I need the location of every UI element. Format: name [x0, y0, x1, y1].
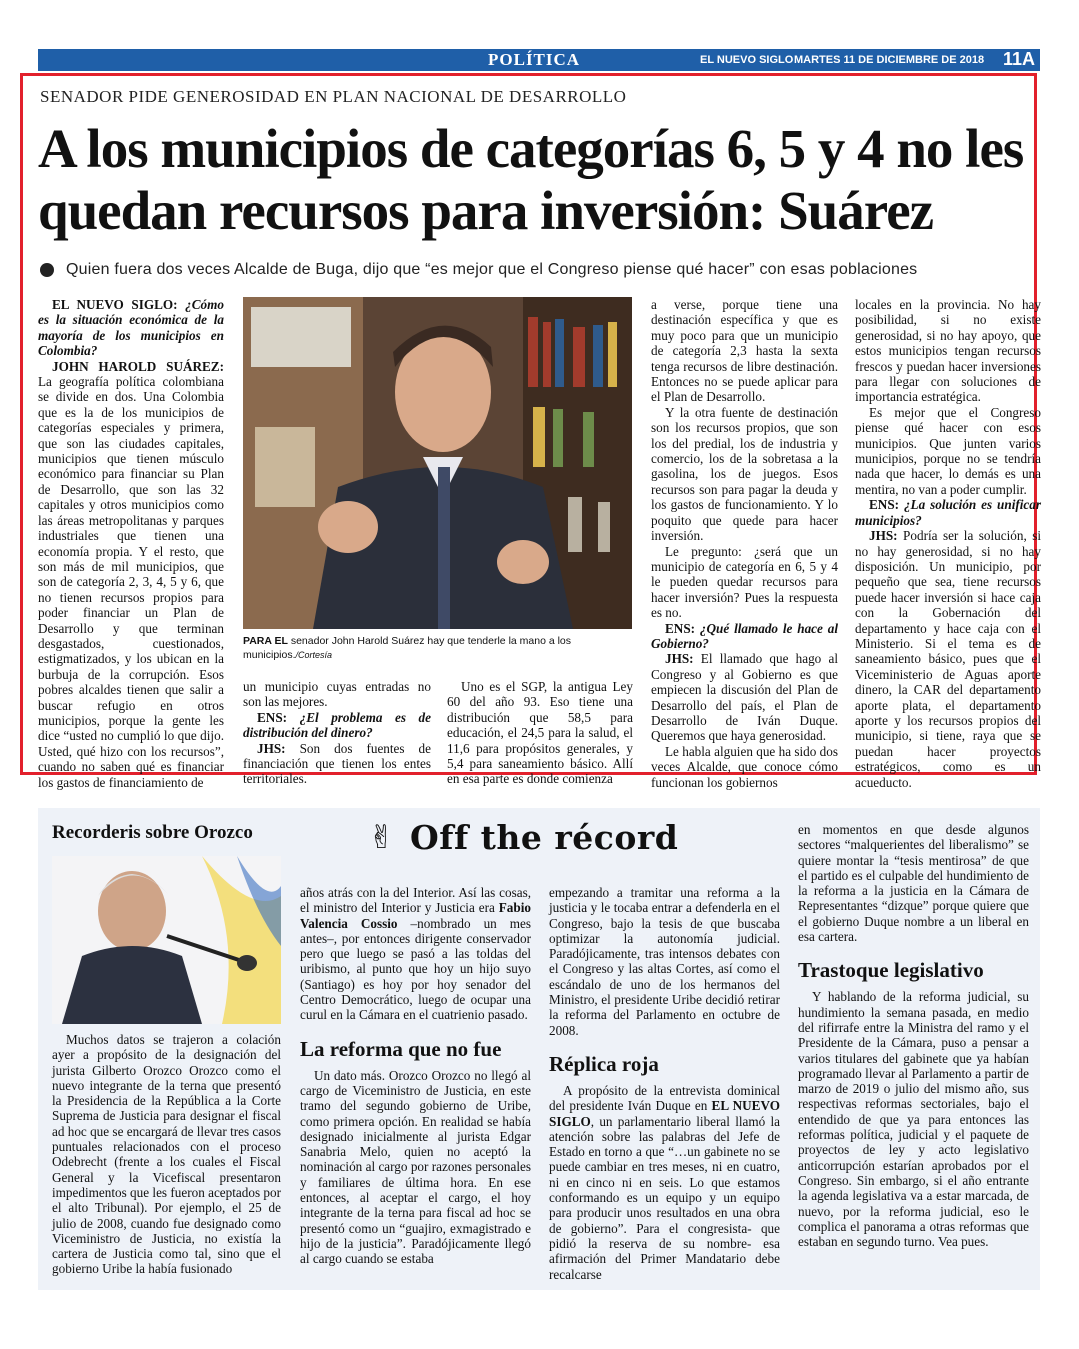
orozco-text [52, 1032, 281, 1277]
bullet-icon [40, 263, 54, 277]
question-lead: ENS: [665, 620, 700, 636]
paragraph: Un dato más. Orozco Orozco no llegó al cargo de Viceministro de Justicia, en este tramo del segundo gobierno de Uribe, como primera opción. En realidad se había designado inicialmente al jurista Edgar Sanabria Melo, quien no aceptó la nominación al cargo por razones personales y familiares de última hora. En ese entonces, al aceptar el cargo, el hoy integrante de la terna para fiscal ad hoc se presentó como un “guajiro, exmagistrado e hijo de la justicia”. Paradójicamente llegó al cargo cuando se estaba [300, 1067, 531, 1267]
paragraph: Le pregunto: ¿será que un municipio de categoría en 6, 5 y 4 le pueden quedar recursos para hacer inversión? Pues la respuesta es no. [651, 543, 838, 621]
question-text: ¿La solución es unificar municipios? [855, 497, 1042, 528]
paragraph: Y hablando de la reforma judicial, su hundimiento la semana pasada, en medio del rifirrafe entre la Ministra del ramo y el Presidente de la Cámara, puso a pensar a varios titulares del gabinete que ya habían programado llevar al Parlamento a partir de marzo de 2019 o julio del mismo año, sus respectivas reformas sectoriales, bajo el entendido de que ya para entonces las reformas política, judicial y el paquete de proyectos de ley y acto legislativo anticorrupción estarían aprobados por el Congreso. Sin embargo, si el año entrante la agenda legislativa va a estar marcada, de nuevo, por la reforma judicial, eso le complica el panorama a otras reformas que estaban en segundo turno. Vea pues. [798, 989, 1029, 1250]
answer-lead: JHS: [665, 651, 701, 667]
photo-caption [243, 634, 632, 662]
answer-text: Son dos fuentes de financiación que tienen los entes territoriales. [243, 740, 431, 787]
article-column-2 [243, 679, 431, 787]
article-column-3 [447, 679, 633, 787]
off-record-column-1 [300, 885, 531, 1267]
off-record-column-2 [549, 885, 780, 1282]
paragraph: en momentos en que desde algunos sectores “malquerientes del liberalismo” se quiere montar la “tesis mentirosa” de que el partido es el culpable del hundimiento de la reforma a la justicia en la Cámara de Representantes “dizque” porque quiere que el gobierno Duque nombre a un liberal en esa cartera. [798, 822, 1029, 945]
name-bold: Fabio Valencia Cossio [300, 900, 531, 931]
subhead-la-reforma: La reforma que no fue [300, 1036, 502, 1061]
answer-text: Podría ser la solución, si no hay generosidad, si no hay disposición. Un municipio, por pequeño que sea, tiene recursos puede hacer inversión si hace caja con la Gobernación del departamento y hace caja con el Ministerio. Si el tema es de saneamiento básico, pues que el Viceministerio de Aguas aporte dinero, la CAR del departamento aporte plata, el departamento aporte y los recursos propios del municipio, si tiene, raya que se puedan hacer proyectos estratégicos, como es un acueducto. [855, 528, 1042, 790]
orozco-photo [52, 856, 281, 1024]
orozco-title: Recorderis sobre Orozco [52, 822, 253, 843]
paragraph: , un parlamentario liberal llamó la atención sobre las palabras del Jefe de Estado en torno a que “…un gabinete no se puede cambiar en tres meses, ni en cuatro, ni en cinco ni en seis. Lo que estamos conformando es un equipo y un equipo para producir unos resultados en una obra de gobierno”. Para el congresista- que pidió la reserva de su nombre- esa afirmación del Primer Mandatario debe recalcarse [549, 1113, 780, 1282]
question-lead: ENS: [869, 497, 904, 513]
paragraph: Uno es el SGP, la antigua Ley 60 del año 93. Eso tiene una distribución que 58,5 para educación, el 24,5 para la salud, el 11,6 para propósitos generales, y 5,4 para saneamiento básico. Allí en esa parte es donde comienza [447, 679, 633, 787]
section-name: POLÍTICA [488, 50, 581, 69]
question-text: ¿Cómo es la situación económica de la mayoría de los municipios en Colombia? [38, 297, 224, 359]
paragraph: empezando a tramitar una reforma a la justicia y le tocaba entrar a defenderla en el Congreso, bajo la tesis de que buscaba optimizar la autonomía judicial. Paradójicamente, tras intensos debates con el Congreso y las altas Cortes, así como el escándalo de uno de los hermanos del Ministro, el presidente Uribe decidió retirar la reforma del Parlamento en octubre de 2008. [549, 885, 780, 1038]
answer-text: El llamado que hago al Congreso y al Gobierno es que empiecen la discusión del Plan de Desarrollo del país, el Plan de Desarrollo de Iván Duque. Queremos que haya generosidad. [651, 651, 838, 744]
caption-text: senador John Harold Suárez hay que tenderle la mano a los municipios. [243, 635, 572, 661]
paragraph: Le habla alguien que ha sido dos veces Alcalde, que conoce cómo funcionan los gobiernos [651, 743, 838, 790]
paragraph: A propósito de la entrevista dominical del presidente Iván Duque en [549, 1082, 780, 1114]
paragraph: un municipio cuyas entradas no son las mejores. [243, 679, 431, 710]
question-text: ¿Qué llamado le hace al Gobierno? [651, 620, 838, 651]
answer-lead: JHS: [869, 528, 904, 544]
article-subhead: Quien fuera dos veces Alcalde de Buga, dijo que “es mejor que el Congreso piense qué hacer” con esas poblaciones [66, 261, 918, 278]
paragraph: Es mejor que el Congreso piense qué hacer con esos municipios. Que junten varios municipios, porque no se tendría nada que hacer, lo demás es una mentira, no van a poder cumplir. [855, 404, 1041, 497]
victory-hand-icon: ✌ [368, 818, 395, 856]
question-lead: ENS: [257, 709, 300, 725]
article-column-4 [651, 297, 838, 790]
paragraph: Muchos datos se trajeron a colación ayer a propósito de la designación del jurista Gilberto Orozco Orozco como el nuevo integrante de la terna que presentó la Presidencia de la República a la Corte Suprema de Justicia para designar el fiscal ad hoc que se encargará de llevar tres casos puntuales relacionados con el proceso Odebrecht (frente a los cuales el Fiscal General y la Vicefiscal presentaron impedimentos que les fueron aceptados por el alto Tribunal). Por ejemplo, el 25 de julio de 2008, cuando fue designado como Viceministro de Justicia, no existía la cartera de Justicia como tal, sino que el gobierno Uribe la había fusionado [52, 1032, 281, 1277]
issue-date: MARTES 11 DE DICIEMBRE DE 2018 [794, 54, 985, 66]
paragraph: –nombrado un mes antes–, por entonces dirigente conservador pero que luego se pasó a las toldas del uribismo, al punto que hoy un hijo suyo (Santiago) es hoy por hoy senador del Centro Democrático, luego de ocupar una curul en la Cámara en el cuatrienio pasado. [300, 915, 531, 1023]
article-kicker: SENADOR PIDE GENEROSIDAD EN PLAN NACIONAL DE DESARROLLO [40, 87, 627, 106]
off-record-column-3 [798, 822, 1029, 1249]
answer-text: La geografía política colombiana se divide en dos. Una Colombia que es la de los municipios de categorías especiales y primera, que son las ciudades capitales, municipios que tienen músculo económico para financiar su Plan de Desarrollo, que son las 32 capitales y otros municipios como las áreas metropolitanas y parques industriales que tienen una economía propia. Y el resto, que son más de mil municipios, que son de categoría 2, 3, 4, 5 y 6, que no tienen recursos propios para poder financiar un Plan de Desarrollo y que terminan desgastados, cuestionados, estigmatizados, y los ubican en la burbuja de la corrupción. Esos pobres alcaldes tienen que salir a buscar refugio en otros municipios, porque la gente les dice “usted no cumplió lo que dijo. Usted, qué hizo con los recursos”, cuando no saben qué es financiar los gastos de financiamiento de [38, 374, 224, 790]
paragraph: locales en la provincia. No hay posibilidad, si no existe generosidad, si no hay apoyo, que estos municipios tengan recursos frescos y puedan hacer inversiones para llegar con soluciones de importancia estratégica. [855, 297, 1041, 405]
article-column-5 [855, 297, 1041, 790]
caption-lead: PARA EL [243, 635, 288, 647]
paragraph: Y la otra fuente de destinación son los recursos propios, que son los del predial, los de industria y comercio, los de la sobretasa a la gasolina, los de juegos. Esos recursos son para pagar la deuda y los gastos de funcionamiento. Y lo poquito que quede para hacer inversión. [651, 404, 838, 544]
answer-lead: JHS: [257, 740, 300, 756]
senator-photo [243, 297, 632, 629]
subhead-trastoque: Trastoque legislativo [798, 958, 984, 983]
off-the-record-heading [368, 818, 678, 857]
paragraph: años atrás con la del Interior. Así las cosas, el ministro del Interior y Justicia era [300, 885, 531, 916]
subhead-replica-roja: Réplica roja [549, 1051, 659, 1076]
paper-bold: EL NUEVO SIGLO [549, 1098, 780, 1129]
question-text: ¿El problema es de distribución del dinero? [243, 709, 431, 741]
newspaper-name: EL NUEVO SIGLO [700, 54, 794, 66]
answer-lead: JOHN HAROLD SUÁREZ: [52, 358, 224, 374]
paragraph: a verse, porque tiene una destinación específica y que es muy poco para que un municipio de categoría 2,3 hasta la sexta tenga recursos de libre destinación. Entonces no se puede aplicar para el Plan de Desarrollo. [651, 297, 838, 405]
question-lead: EL NUEVO SIGLO: [52, 297, 186, 312]
article-column-1 [38, 297, 224, 790]
photo-credit: /Cortesía [295, 650, 333, 660]
off-the-record-title: Off the récord [410, 818, 679, 857]
article-headline: A los municipios de categorías 6, 5 y 4 no les quedan recursos para inversión: Suárez [38, 118, 1024, 241]
page-number: 11A [1003, 49, 1036, 69]
